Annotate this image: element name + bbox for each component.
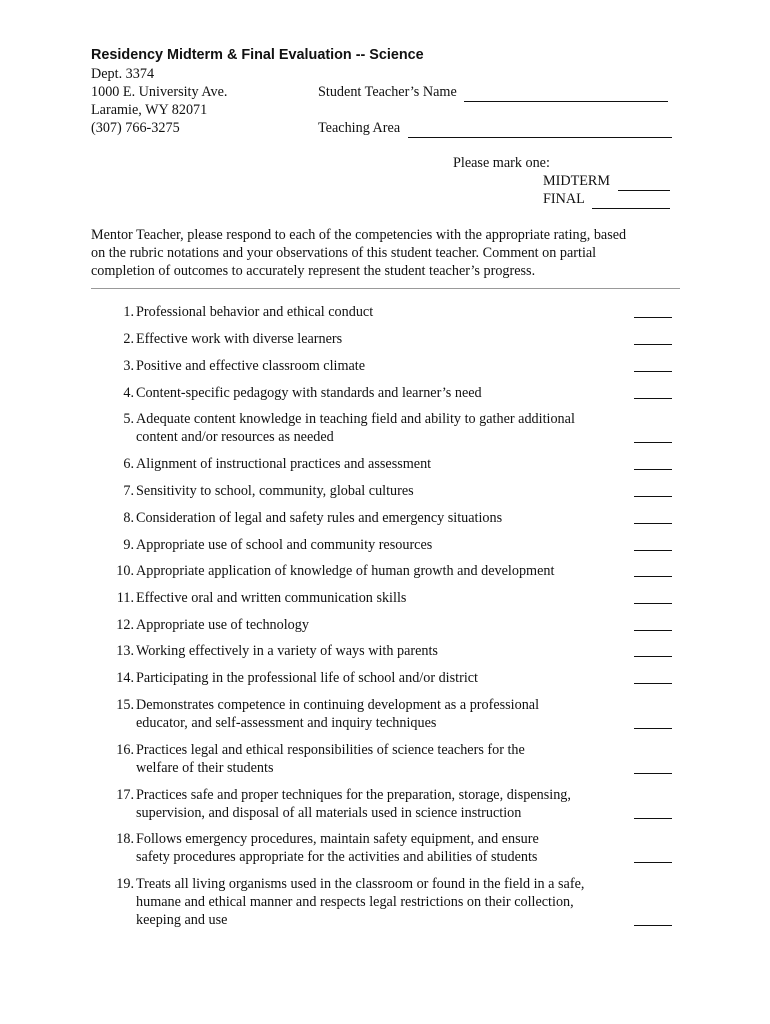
phone-line: (307) 766-3275: [91, 120, 180, 136]
item-number: 4.: [123, 385, 134, 401]
teaching-area-field[interactable]: [408, 119, 672, 138]
page-title: Residency Midterm & Final Evaluation -- Science: [91, 47, 424, 63]
item-text: Sensitivity to school, community, global cultures: [136, 483, 414, 499]
rating-blank-12[interactable]: [634, 630, 672, 631]
item-text: Alignment of instructional practices and assessment: [136, 456, 432, 472]
item-text: Consideration of legal and safety rules and emergency situations: [136, 510, 503, 526]
item-number: 8.: [123, 510, 134, 526]
item-number: 3.: [123, 358, 134, 374]
item-number: 19.: [116, 876, 134, 892]
rating-blank-15[interactable]: [634, 728, 672, 729]
item-text: Practices safe and proper techniques for the preparation, storage, dispensing, supervision, and disposal of all materials used in science instruction: [136, 787, 571, 821]
rating-blank-19[interactable]: [634, 925, 672, 926]
street-line: 1000 E. University Ave.: [91, 84, 228, 100]
rating-blank-4[interactable]: [634, 398, 672, 399]
item-text: Adequate content knowledge in teaching field and ability to gather additional content and/or resources as needed: [136, 411, 575, 445]
item-number: 15.: [116, 697, 134, 713]
item-text: Content-specific pedagogy with standards and learner’s need: [136, 385, 482, 401]
rating-blank-7[interactable]: [634, 496, 672, 497]
item-number: 14.: [116, 670, 134, 686]
item-number: 12.: [116, 617, 134, 633]
item-text: Effective work with diverse learners: [136, 331, 343, 347]
item-number: 13.: [116, 643, 134, 659]
item-text: Professional behavior and ethical conduct: [136, 304, 374, 320]
rating-blank-14[interactable]: [634, 683, 672, 684]
item-text: Demonstrates competence in continuing development as a professional educator, and self-assessment and inquiry techniques: [136, 697, 540, 731]
final-row: [543, 190, 670, 209]
rating-blank-18[interactable]: [634, 862, 672, 863]
item-text: Working effectively in a variety of ways with parents: [136, 643, 438, 659]
teaching-area-label: Teaching Area: [318, 120, 401, 136]
item-number: 7.: [123, 483, 134, 499]
instructions-line-1: Mentor Teacher, please respond to each of the competencies with the appropriate rating, based: [91, 227, 627, 243]
instructions-line-3: completion of outcomes to accurately represent the student teacher’s progress.: [91, 263, 536, 279]
item-number: 10.: [116, 563, 134, 579]
rating-blank-8[interactable]: [634, 523, 672, 524]
item-number: 9.: [123, 537, 134, 553]
divider: [91, 288, 680, 289]
item-text: Treats all living organisms used in the classroom or found in the field in a safe, humane and ethical manner and respects legal restrictions on their collection, keeping and use: [136, 876, 585, 928]
rating-blank-17[interactable]: [634, 818, 672, 819]
item-text: Appropriate use of school and community resources: [136, 537, 433, 553]
student-name-field[interactable]: [464, 83, 668, 102]
rating-blank-6[interactable]: [634, 469, 672, 470]
rating-blank-2[interactable]: [634, 344, 672, 345]
rating-blank-1[interactable]: [634, 317, 672, 318]
item-number: 18.: [116, 831, 134, 847]
item-number: 5.: [123, 411, 134, 427]
instructions-line-2: on the rubric notations and your observations of this student teacher. Comment on partial: [91, 245, 597, 261]
item-text: Appropriate use of technology: [136, 617, 309, 633]
item-number: 16.: [116, 742, 134, 758]
final-label: FINAL: [543, 191, 585, 207]
item-text: Effective oral and written communication skills: [136, 590, 407, 606]
item-text: Positive and effective classroom climate: [136, 358, 366, 374]
item-text: Follows emergency procedures, maintain safety equipment, and ensure safety procedures appropriate for the activities and abilities of students: [136, 831, 539, 865]
rating-blank-11[interactable]: [634, 603, 672, 604]
midterm-row: [543, 172, 670, 191]
dept-line: Dept. 3374: [91, 66, 155, 82]
mark-one-prompt: Please mark one:: [453, 155, 550, 171]
rating-blank-10[interactable]: [634, 576, 672, 577]
teaching-area-row: [318, 119, 672, 138]
city-line: Laramie, WY 82071: [91, 102, 208, 118]
item-number: 11.: [116, 590, 134, 606]
item-text: Practices legal and ethical responsibilities of science teachers for the welfare of their students: [136, 742, 525, 776]
final-mark-field[interactable]: [592, 190, 670, 209]
midterm-label: MIDTERM: [543, 173, 610, 189]
item-number: 17.: [116, 787, 134, 803]
rating-blank-3[interactable]: [634, 371, 672, 372]
item-number: 6.: [123, 456, 134, 472]
midterm-mark-field[interactable]: [618, 172, 670, 191]
rating-blank-13[interactable]: [634, 656, 672, 657]
item-text: Appropriate application of knowledge of human growth and development: [136, 563, 555, 579]
item-number: 2.: [123, 331, 134, 347]
student-name-label: Student Teacher’s Name: [318, 84, 457, 100]
item-text: Participating in the professional life of school and/or district: [136, 670, 478, 686]
student-name-row: [318, 83, 668, 102]
rating-blank-9[interactable]: [634, 550, 672, 551]
rating-blank-5[interactable]: [634, 442, 672, 443]
rating-blank-16[interactable]: [634, 773, 672, 774]
item-number: 1.: [123, 304, 134, 320]
